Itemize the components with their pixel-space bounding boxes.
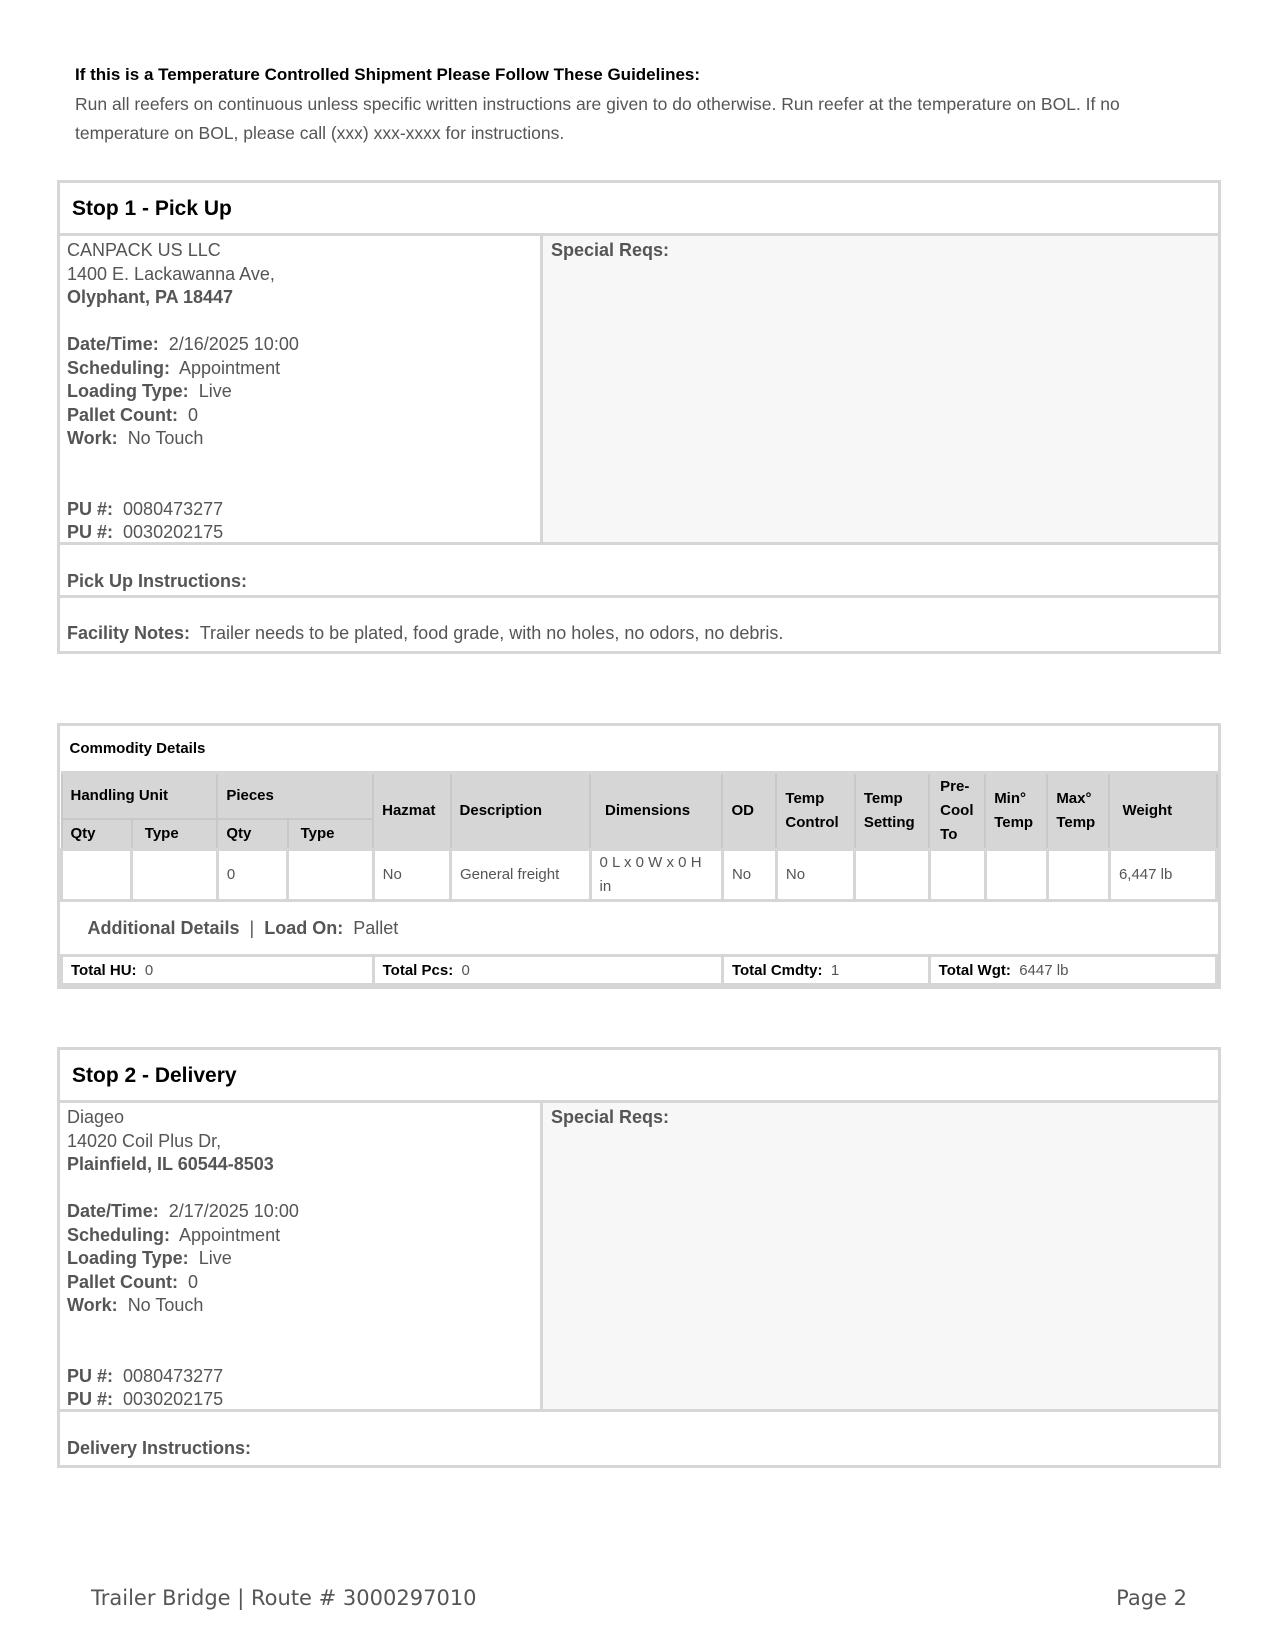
guidelines-text: Run all reefers on continuous unless specific written instructions are given to do otherwise. Run reefer at the temperature on BOL. If no temperature on BOL, please call (xxx) xxx-xxxx for instructions. bbox=[75, 94, 1120, 143]
delivery-instructions: Delivery Instructions: bbox=[67, 1438, 252, 1458]
header-min-temp: Min° Temp bbox=[985, 773, 1047, 850]
header-description: Description bbox=[451, 773, 591, 850]
total-hu: Total HU: 0 bbox=[62, 956, 374, 985]
header-dimensions: Dimensions bbox=[590, 773, 722, 850]
header-hu-type: Type bbox=[132, 819, 218, 850]
stop-2-details bbox=[60, 1103, 543, 1409]
stop-2-special-reqs: Special Reqs: bbox=[543, 1103, 1218, 1409]
header-hazmat: Hazmat bbox=[373, 773, 450, 850]
pickup-instructions: Pick Up Instructions: bbox=[60, 545, 1218, 598]
stop-1-title: Stop 1 - Pick Up bbox=[60, 183, 1218, 236]
table-row: 0 No General freight 0 L x 0 W x 0 H in No No 6,447 lb bbox=[62, 850, 1217, 901]
pu-number-row: PU #: 0080473277 bbox=[67, 1365, 224, 1386]
stop-2-title: Stop 2 - Delivery bbox=[60, 1050, 1218, 1103]
stop-1-special-reqs: Special Reqs: bbox=[543, 236, 1218, 542]
header-temp-setting: Temp Setting bbox=[855, 773, 929, 850]
commodity-details bbox=[57, 723, 1221, 989]
header-pieces: Pieces bbox=[217, 773, 373, 820]
street-address: 14020 Coil Plus Dr, bbox=[67, 1130, 222, 1151]
header-handling-unit: Handling Unit bbox=[62, 773, 218, 820]
pallet-count-row: Pallet Count: 0 bbox=[67, 404, 199, 425]
loading-type-row: Loading Type: Live bbox=[67, 381, 232, 401]
scheduling-row: Scheduling: Appointment bbox=[67, 357, 281, 378]
company-name: Diageo bbox=[67, 1107, 125, 1127]
facility-notes: Facility Notes: Trailer needs to be plated, food grade, with no holes, no odors, no debris. bbox=[67, 623, 784, 643]
header-hu-qty: Qty bbox=[62, 819, 132, 850]
pallet-count-row: Pallet Count: 0 bbox=[67, 1271, 199, 1292]
total-cmdty: Total Cmdty: 1 bbox=[722, 956, 929, 985]
pu-number-row: PU #: 0030202175 bbox=[67, 522, 224, 542]
footer-route: Trailer Bridge | Route # 3000297010 bbox=[91, 1586, 477, 1610]
pu-number-row: PU #: 0080473277 bbox=[67, 498, 224, 519]
stop-2-section bbox=[57, 1047, 1221, 1468]
scheduling-row: Scheduling: Appointment bbox=[67, 1224, 281, 1245]
work-row: Work: No Touch bbox=[67, 428, 204, 448]
city-state-zip: Olyphant, PA 18447 bbox=[67, 287, 234, 307]
header-temp-control: Temp Control bbox=[776, 773, 854, 850]
work-row: Work: No Touch bbox=[67, 1295, 204, 1315]
stop-1-details bbox=[60, 236, 543, 542]
total-wgt: Total Wgt: 6447 lb bbox=[929, 956, 1216, 985]
total-pcs: Total Pcs: 0 bbox=[373, 956, 722, 985]
street-address: 1400 E. Lackawanna Ave, bbox=[67, 263, 275, 284]
commodity-title: Commodity Details bbox=[62, 726, 1217, 773]
temperature-guidelines bbox=[75, 65, 1205, 148]
header-pcs-qty: Qty bbox=[217, 819, 287, 850]
header-od: OD bbox=[722, 773, 776, 850]
datetime-row: Date/Time: 2/17/2025 10:00 bbox=[67, 1201, 299, 1221]
footer-page-number: Page 2 bbox=[1116, 1586, 1187, 1610]
pu-number-row: PU #: 0030202175 bbox=[67, 1389, 224, 1409]
loading-type-row: Loading Type: Live bbox=[67, 1248, 232, 1268]
header-max-temp: Max° Temp bbox=[1047, 773, 1109, 850]
header-pcs-type: Type bbox=[288, 819, 374, 850]
stop-1-section bbox=[57, 180, 1221, 654]
company-name: CANPACK US LLC bbox=[67, 240, 221, 260]
additional-details: Additional Details | Load On: Pallet bbox=[62, 901, 1217, 956]
header-weight: Weight bbox=[1109, 773, 1216, 850]
header-pre-cool-to: Pre-Cool To bbox=[929, 773, 985, 850]
city-state-zip: Plainfield, IL 60544-8503 bbox=[67, 1154, 274, 1174]
datetime-row: Date/Time: 2/16/2025 10:00 bbox=[67, 334, 299, 354]
guidelines-title: If this is a Temperature Controlled Shipment Please Follow These Guidelines: bbox=[75, 65, 701, 84]
